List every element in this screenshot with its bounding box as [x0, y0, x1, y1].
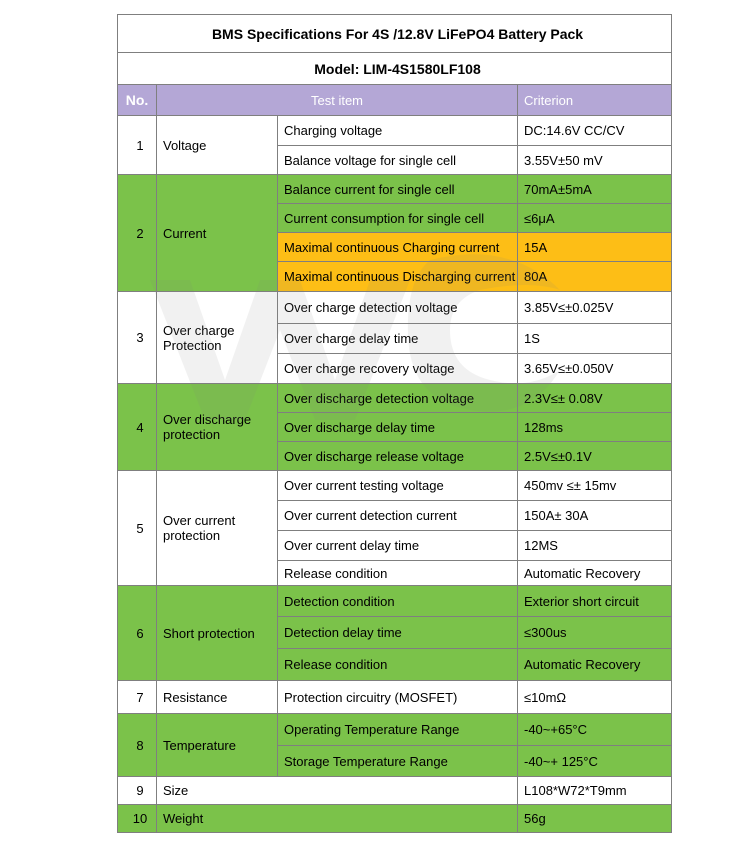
criterion: 2.5V≤±0.1V — [518, 442, 672, 471]
table-row — [118, 681, 672, 714]
row-category: Short protection — [157, 586, 278, 681]
row-category: Temperature — [157, 714, 278, 777]
test-item: Over charge detection voltage — [278, 292, 518, 324]
category-line: protection — [163, 528, 221, 543]
category-line: Over current — [163, 513, 236, 528]
criterion: DC:14.6V CC/CV — [518, 116, 672, 146]
test-item: Over discharge delay time — [278, 413, 518, 442]
row-category — [157, 384, 278, 471]
table-title: BMS Specifications For 4S /12.8V LiFePO4 Battery Pack — [118, 15, 672, 53]
test-item: Over charge delay time — [278, 324, 518, 354]
header-criterion: Criterion — [518, 85, 672, 116]
criterion: 2.3V≤± 0.08V — [518, 384, 672, 413]
criterion: 56g — [518, 805, 672, 833]
test-item: Protection circuitry (MOSFET) — [278, 681, 518, 714]
header-row — [118, 85, 672, 116]
table-row — [118, 175, 672, 204]
bms-spec-table — [117, 14, 672, 833]
criterion: 128ms — [518, 413, 672, 442]
category-line: Over discharge — [163, 412, 252, 427]
table-row — [118, 471, 672, 501]
test-item: Over charge recovery voltage — [278, 354, 518, 384]
row-number: 5 — [118, 471, 157, 586]
criterion: ≤6μA — [518, 204, 672, 233]
criterion: Automatic Recovery — [518, 561, 672, 586]
model-row — [118, 53, 672, 85]
test-item: Operating Temperature Range — [278, 714, 518, 746]
category-line: protection — [163, 427, 221, 442]
table-row — [118, 714, 672, 746]
criterion: ≤10mΩ — [518, 681, 672, 714]
criterion: 1S — [518, 324, 672, 354]
category-line: Protection — [163, 337, 222, 353]
table-row — [118, 805, 672, 833]
row-number: 2 — [118, 175, 157, 292]
row-number: 4 — [118, 384, 157, 471]
criterion: 12MS — [518, 531, 672, 561]
test-item: Detection condition — [278, 586, 518, 617]
row-number: 1 — [118, 116, 157, 175]
test-item: Over current testing voltage — [278, 471, 518, 501]
table-row — [118, 116, 672, 146]
test-item: Charging voltage — [278, 116, 518, 146]
criterion: 15A — [518, 233, 672, 262]
criterion: 3.65V≤±0.050V — [518, 354, 672, 384]
criterion: 150A± 30A — [518, 501, 672, 531]
row-category — [157, 292, 278, 384]
row-category: Size — [157, 777, 518, 805]
table-row — [118, 384, 672, 413]
row-number: 7 — [118, 681, 157, 714]
test-item: Over current detection current — [278, 501, 518, 531]
test-item: Over current delay time — [278, 531, 518, 561]
row-category: Resistance — [157, 681, 278, 714]
row-category: Weight — [157, 805, 518, 833]
test-item: Maximal continuous Charging current — [278, 233, 518, 262]
test-item: Balance current for single cell — [278, 175, 518, 204]
criterion: 70mA±5mA — [518, 175, 672, 204]
criterion: ≤300us — [518, 617, 672, 649]
test-item: Maximal continuous Discharging current — [278, 262, 518, 292]
row-number: 9 — [118, 777, 157, 805]
criterion: 3.55V±50 mV — [518, 146, 672, 175]
test-item: Release condition — [278, 649, 518, 681]
category-line: Over charge — [163, 322, 235, 338]
test-item: Balance voltage for single cell — [278, 146, 518, 175]
criterion: 80A — [518, 262, 672, 292]
row-number: 6 — [118, 586, 157, 681]
test-item: Release condition — [278, 561, 518, 586]
header-test-item: Test item — [157, 85, 518, 116]
title-row — [118, 15, 672, 53]
criterion: L108*W72*T9mm — [518, 777, 672, 805]
table-row — [118, 292, 672, 324]
criterion: Automatic Recovery — [518, 649, 672, 681]
criterion: -40~+ 125°C — [518, 746, 672, 777]
table-row — [118, 586, 672, 617]
row-category: Voltage — [157, 116, 278, 175]
test-item: Over discharge detection voltage — [278, 384, 518, 413]
row-number: 8 — [118, 714, 157, 777]
table-row — [118, 777, 672, 805]
row-number: 10 — [118, 805, 157, 833]
test-item: Over discharge release voltage — [278, 442, 518, 471]
criterion: -40~+65°C — [518, 714, 672, 746]
model-label: Model: LIM-4S1580LF108 — [118, 53, 672, 85]
test-item: Detection delay time — [278, 617, 518, 649]
row-category: Current — [157, 175, 278, 292]
test-item: Current consumption for single cell — [278, 204, 518, 233]
header-no: No. — [118, 85, 157, 116]
criterion: 3.85V≤±0.025V — [518, 292, 672, 324]
row-category — [157, 471, 278, 586]
test-item: Storage Temperature Range — [278, 746, 518, 777]
criterion: 450mv ≤± 15mv — [518, 471, 672, 501]
row-number: 3 — [118, 292, 157, 384]
criterion: Exterior short circuit — [518, 586, 672, 617]
